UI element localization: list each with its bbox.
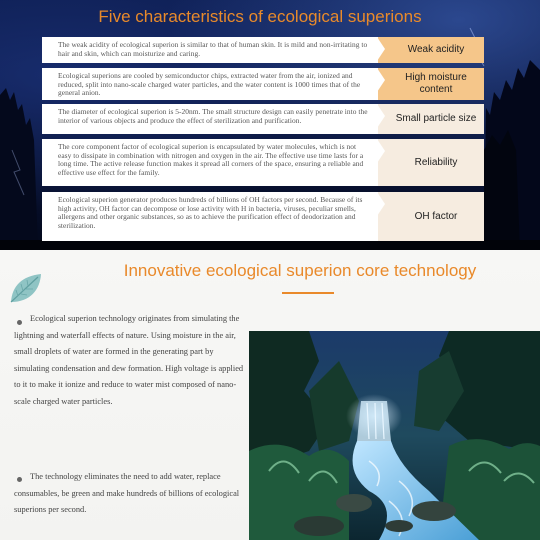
characteristic-label: Small particle size <box>378 104 484 134</box>
characteristic-row-oh-factor <box>42 192 484 241</box>
characteristic-description: Ecological superion generator produces hundreds of billions of OH factors per second. Because of its high activity, OH factor can decompose or lose activity with H in bacteria, viruses, peculiar smells, allergens and other organic substances, so as to achieve the purification effect of deodorization and sterilization. <box>58 195 363 230</box>
characteristic-row-weak-acidity <box>42 37 484 63</box>
title-underline <box>282 292 334 294</box>
characteristic-label: Weak acidity <box>378 37 484 63</box>
waterfall-forest-photo <box>249 331 540 540</box>
characteristic-row-high-moisture <box>42 68 484 100</box>
technology-paragraph: The technology eliminates the need to add water, replace consumables, be green and make hundreds of billions of ecological superions per second. <box>14 472 240 515</box>
technology-paragraph: Ecological superion technology originates from simulating the lightning and waterfall effects of nature. Using moisture in the air, small droplets of water are formed in the generating part by simulating condensation and dew formation. High voltage is applied to it to make it ionize and reduce to water mist composed of nano-scale charged water particles. <box>14 314 244 406</box>
characteristic-description: The diameter of ecological superion is 5-20nm. The small structure design can easily penetrate into the interior of various objects and produce the effect of sterilization and purification. <box>58 107 368 125</box>
characteristic-row-small-particle <box>42 104 484 134</box>
characteristics-title: Five characteristics of ecological superions <box>98 7 422 26</box>
characteristic-label: Reliability <box>378 139 484 186</box>
characteristic-label: High moisture content <box>378 68 484 100</box>
characteristic-description: Ecological superions are cooled by semiconductor chips, extracted water from the air, ionized and reduced, split into nano-scale charged water particles, and the water content is 1000 times that of the general anion. <box>58 71 361 98</box>
core-technology-title: Innovative ecological superion core technology <box>123 261 477 280</box>
characteristic-label: OH factor <box>378 192 484 241</box>
characteristic-description: The weak acidity of ecological superion is similar to that of human skin. It is mild and non-irritating to hair and skin, which can moisturize and caring. <box>58 40 368 58</box>
characteristic-row-reliability <box>42 139 484 186</box>
core-technology-section <box>0 250 540 540</box>
characteristic-description: The core component factor of ecological superion is encapsulated by water molecules, which is not easy to dissipate in combination with nitrogen and oxygen in the air. The effective use time lasts for a long time. The active release function makes it spread all corners of the space, ensuring a reliable and effective use effect for the family. <box>58 142 364 177</box>
characteristics-section <box>0 0 540 250</box>
